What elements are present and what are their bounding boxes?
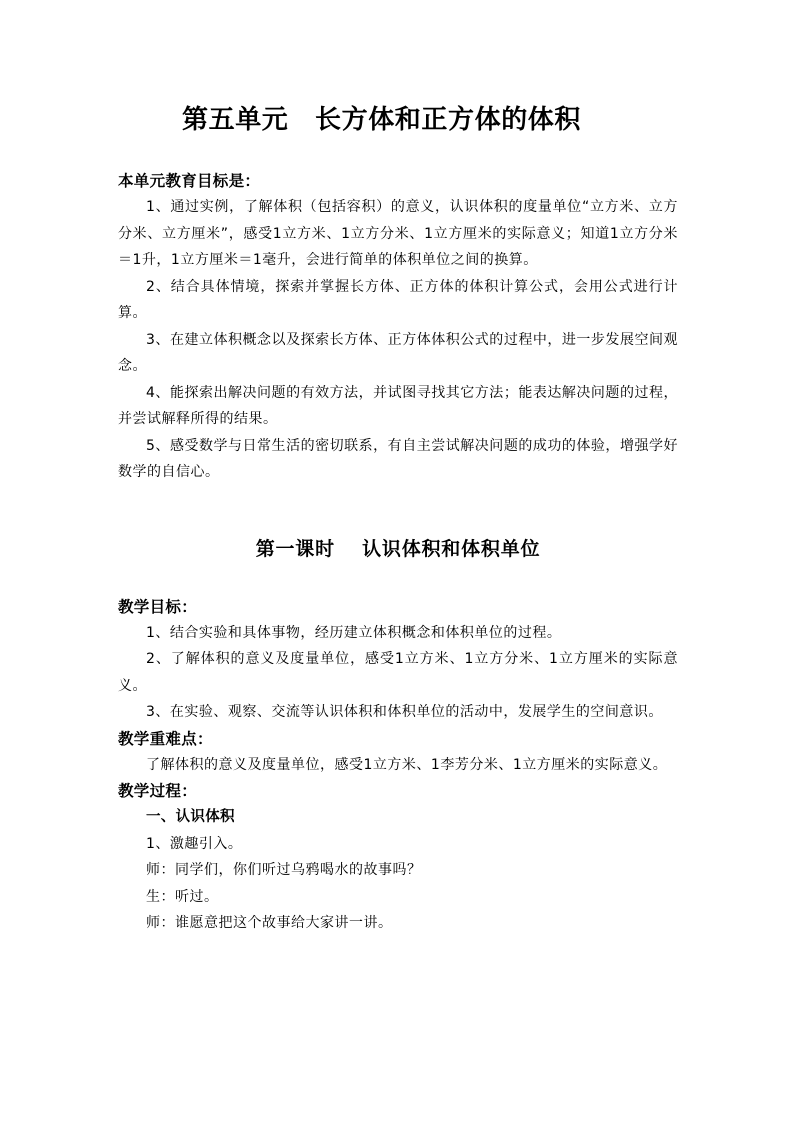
lesson-title: 第一课时 认识体积和体积单位 [255,537,541,560]
key-points-section [118,726,678,779]
unit-goals-section [118,168,678,486]
unit-goals-heading: 本单元教育目标是： [118,172,261,190]
process-section [118,778,678,937]
page-title: 第五单元 长方体和正方体的体积 [182,105,582,135]
lesson-goal-item-1: 1、结合实验和具体事物，经历建立体积概念和体积单位的过程。 [146,624,562,641]
key-points-heading: 教学重难点： [118,729,213,748]
process-subsection-title: 一、认识体积 [146,809,235,825]
process-line-3: 生：听过。 [146,888,219,905]
process-line-2: 师：同学们，你们听过乌鸦喝水的故事吗？ [146,862,422,878]
unit-goal-item-5: 5、感受数学与日常生活的密切联系，有自主尝试解决问题的成功的体验，增强学好数学的自信心。 [118,437,678,480]
unit-goal-item-1: 1、通过实例，了解体积（包括容积）的意义，认识体积的度量单位“立方米、立方分米、立方厘米”，感受1立方米、1立方分米、1立方厘米的实际意义；知道1立方分米＝1升，1立方厘米＝1毫升，会进行简单的体积单位之间的换算。 [118,199,678,268]
lesson-goals-section [118,594,678,726]
process-line-1: 1、激趣引入。 [146,835,243,852]
lesson-goal-item-2: 2、了解体积的意义及度量单位，感受1立方米、1立方分米、1立方厘米的实际意义。 [118,651,678,694]
unit-goal-item-4: 4、能探索出解决问题的有效方法，并试图寻找其它方法；能表达解决问题的过程，并尝试解释所得的结果。 [118,384,678,427]
key-points-text: 了解体积的意义及度量单位，感受1立方米、1李芳分米、1立方厘米的实际意义。 [146,756,668,773]
document-content [118,100,678,937]
process-line-4: 师：谁愿意把这个故事给大家讲一讲。 [146,915,393,931]
lesson-goal-item-3: 3、在实验、观察、交流等认识体积和体积单位的活动中，发展学生的空间意识。 [146,704,663,720]
unit-goal-item-2: 2、结合具体情境，探索并掌握长方体、正方体的体积计算公式，会用公式进行计算。 [118,278,678,321]
unit-goal-item-3: 3、在建立体积概念以及探索长方体、正方体体积公式的过程中，进一步发展空间观念。 [118,331,678,374]
process-heading: 教学过程： [118,782,198,800]
lesson-goals-heading: 教学目标： [118,597,198,616]
